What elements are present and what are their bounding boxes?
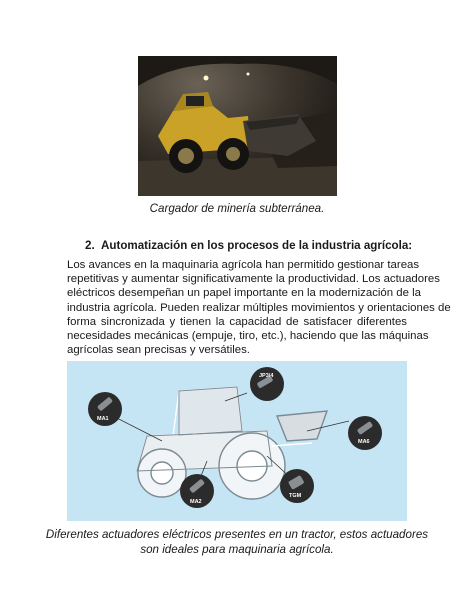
paragraph-line: industria agrícola. Pueden realizar múltiples movimientos y orientaciones de [67,301,451,314]
section-heading [85,238,412,253]
actuator-label: JP3/4 [259,373,274,379]
mining-loader-photo [138,56,337,196]
actuator-jp34 [250,367,284,401]
paragraph-line: forma sincronizada y tienen la capacidad de satisfacer diferentes [67,315,407,328]
tractor-actuators-figure [67,361,407,521]
paragraph-line: necesidades mecánicas (empuje, tiro, etc.), haciendo que las máquinas [67,330,429,343]
actuator-label: MA6 [358,439,370,445]
paragraph-line: agrícolas sean precisas y versátiles. [67,344,250,357]
figure-caption-line: son ideales para maquinaria agrícola. [140,543,334,556]
section-title: Automatización en los procesos de la industria agrícola: [101,239,413,252]
figure-caption: Cargador de minería subterránea. [149,202,325,215]
actuator-tgm [280,469,314,503]
figure-caption [0,527,474,557]
actuator-label: MA2 [190,499,202,505]
actuator-label: MA1 [97,416,109,422]
paragraph-line: Los avances en la maquinaria agrícola han permitido gestionar tareas [67,259,420,271]
section-number: 2. [85,239,95,252]
paragraph-line: eléctricos desempeñan un papel importante en la modernización de la [67,287,421,300]
figure-caption-line: Diferentes actuadores eléctricos presentes en un tractor, estos actuadores [45,528,429,541]
actuator-ma2 [180,474,214,508]
actuator-ma6 [348,416,382,450]
section-paragraph [67,258,451,357]
actuator-ma1 [88,392,122,426]
actuator-label: TGM [289,493,302,499]
paragraph-line: repetitivas y aumentar significativamente la productividad. Los actuadores [67,273,440,286]
